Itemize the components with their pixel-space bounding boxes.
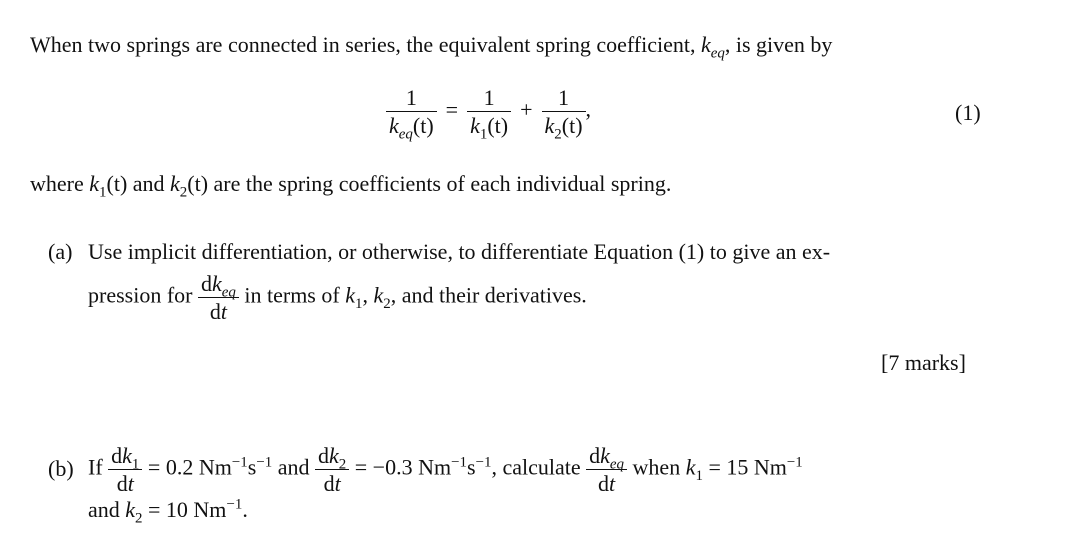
eq-comma: , — [585, 96, 592, 122]
eq-lhs-numerator: 1 — [386, 86, 437, 112]
intro-text: When two springs are connected in series, the equivalent spring coefficient, — [30, 32, 701, 57]
intro-var-sub: eq — [710, 45, 725, 62]
eq-term1-numerator: 1 — [467, 86, 511, 112]
part-b-label: (b) — [48, 456, 74, 481]
eq-term1-fraction — [467, 85, 511, 143]
part-a-dkeq-dt-fraction: $\frac{dk_{eq}}{dt}$ — [198, 272, 239, 323]
eq-term2-fraction — [542, 85, 586, 143]
part-a-line2: pression for $\frac{dk_{eq}}{dt}$ in terms of $k_1$, $k_2$, and their derivatives. — [88, 271, 587, 325]
part-b-line1: If $\frac{dk_1}{dt}$ = 0.2 $Nm^{-1}s^{-1}$ and $\frac{dk_2}{dt}$ = −0.3 $Nm^{-1}s^{-1}$, calculate $\frac{dk_{eq}}{dt}$ when $k_1 = 15$ $Nm^{-1}$ — [88, 443, 803, 497]
part-a-marks: [7 marks] — [881, 350, 966, 375]
intro-end: , is given by — [724, 32, 833, 57]
intro-var-k: k — [700, 32, 711, 57]
part-b-line2: and $k_2 = 10$ $Nm^{-1}$. — [88, 496, 248, 527]
intro-sentence — [30, 32, 833, 62]
part-b-dkeq-dt-fraction: $\frac{dk_{eq}}{dt}$ — [586, 444, 627, 495]
eq-plus-sign: + — [520, 96, 533, 122]
part-b-dk2-dt-fraction: $\frac{dk_2}{dt}$ — [315, 444, 349, 495]
eq-term2-numerator: 1 — [542, 86, 586, 112]
part-a-label: (a) — [48, 239, 73, 264]
eq-lhs-fraction — [386, 85, 437, 143]
eq-equals-sign: = — [445, 96, 459, 122]
part-b-dk1-dt-fraction: $\frac{dk_1}{dt}$ — [108, 444, 142, 495]
part-a-line1: Use implicit differentiation, or otherwise, to differentiate Equation (1) to give an ex- — [88, 239, 831, 264]
eq-term2-denominator: $k_2(t)$ — [544, 113, 583, 143]
where-line: where $k_1(t)$ and $k_2(t)$ are the spring coefficients of each individual spring. — [30, 171, 672, 201]
equation-number: (1) — [955, 100, 981, 125]
eq-lhs-denominator: $k_{eq}(t)$ — [389, 113, 434, 143]
equation-1 — [386, 85, 592, 143]
eq-term1-denominator: $k_1(t)$ — [470, 113, 509, 143]
